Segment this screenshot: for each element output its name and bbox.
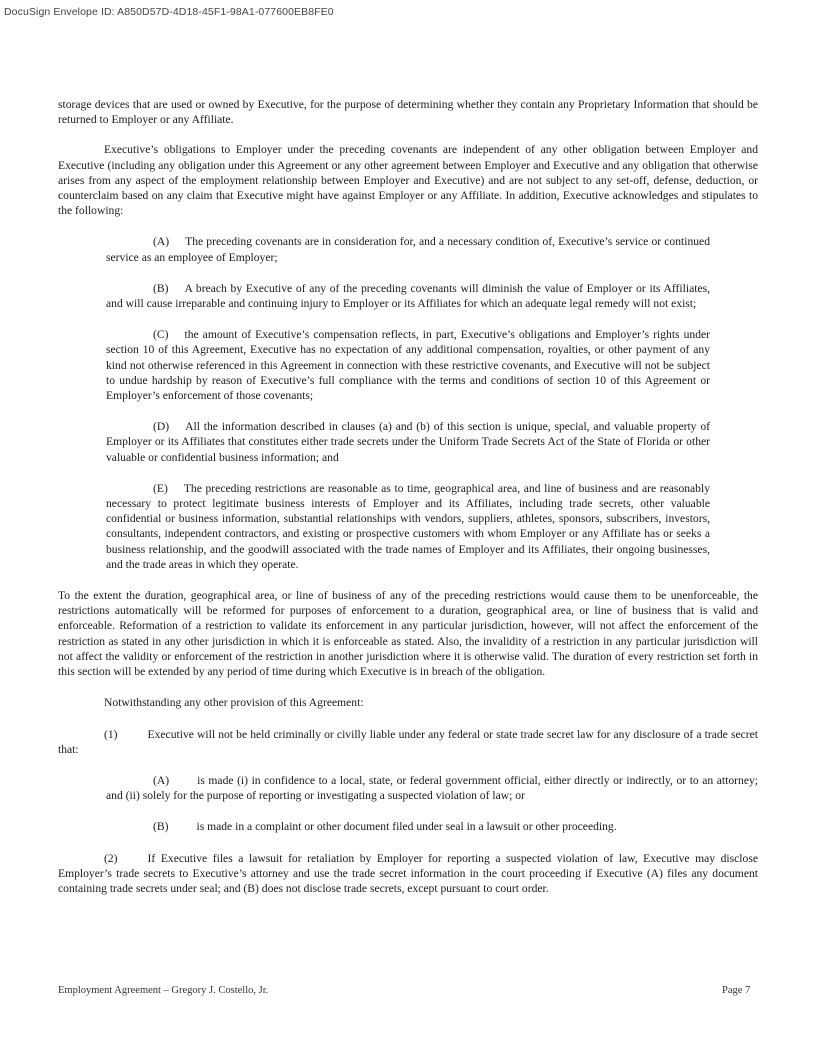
clause-b	[106, 281, 710, 311]
clause-b-label: (B)	[153, 281, 169, 295]
clause-1b-label: (B)	[153, 820, 169, 834]
document-body	[58, 97, 758, 896]
paragraph-storage-devices: storage devices that are used or owned by Executive, for the purpose of determining whether they contain any Proprietary Information that should be returned to Employer or any Affiliate.	[58, 98, 758, 127]
clause-d-text: All the information described in clauses (a) and (b) of this section is unique, special, and valuable property of Employer or its Affiliates that constitutes either trade secrets under the Uniform Trade Secrets Act of the State of Florida or other valuable or confidential business information; and	[106, 420, 710, 464]
clause-2-label: (2)	[104, 851, 118, 865]
clause-a	[106, 234, 710, 264]
clause-c-text: the amount of Executive’s compensation reflects, in part, Executive’s obligations and Employer’s rights under section 10 of this Agreement, Executive has no expectation of any additional compensation, royalties, or other payment of any kind not otherwise referenced in this Agreement in connection with these restrictive covenants, and Executive will not be subject to undue hardship by reason of Executive’s full compliance with the terms and conditions of section 10 of this Agreement or Employer’s enforcement of those covenants;	[106, 328, 710, 403]
clause-c-label: (C)	[153, 328, 169, 342]
footer-page-number: Page 7	[722, 985, 751, 996]
clause-1a	[106, 773, 758, 803]
footer-document-title: Employment Agreement – Gregory J. Costello, Jr.	[58, 985, 269, 996]
clause-2-text: If Executive files a lawsuit for retaliation by Employer for reporting a suspected violation of law, Executive may disclose Employer’s trade secrets to Executive’s attorney and use the trade secret information in the court proceeding if Executive (A) files any document containing trade secrets under seal; and (B) does not disclose trade secrets, except pursuant to court order.	[58, 851, 758, 895]
clause-e-label: (E)	[153, 481, 168, 495]
clause-1-text: Executive will not be held criminally or civilly liable under any federal or state trade secret law for any disclosure of a trade secret that:	[58, 727, 758, 756]
clause-1b	[106, 819, 758, 834]
clause-1b-text: is made in a complaint or other document filed under seal in a lawsuit or other proceeding.	[196, 820, 617, 834]
clause-1	[58, 727, 758, 757]
clause-b-text: A breach by Executive of any of the preceding covenants will diminish the value of Employer or its Affiliates, and will cause irreparable and continuing injury to Employer or its Affiliates for which an adequate legal remedy will not exist;	[106, 281, 710, 311]
paragraph-notwithstanding: Notwithstanding any other provision of this Agreement:	[104, 696, 364, 710]
paragraph-obligations: Executive’s obligations to Employer under the preceding covenants are independent of any other obligation between Employer and Executive (including any obligation under this Agreement or any other agreement between Employer and Executive and any obligation that otherwise arises from any aspect of the employment relationship between Employer and Executive) and are not subject to any set-off, defense, deduction, or counterclaim based on any claim that Executive might have against Employer or any Affiliate. In addition, Executive acknowledges and stipulates to the following:	[58, 143, 758, 218]
paragraph-reformation: To the extent the duration, geographical area, or line of business of any of the preceding restrictions would cause them to be unenforceable, the restrictions automatically will be reformed for purposes of enforcement to a duration, geographical area, or line of business that is valid and enforceable. Reformation of a restriction to validate its enforcement in any particular jurisdiction, however, will not affect the enforcement of the restriction as stated in any other jurisdiction in which it is enforceable as stated. Also, the invalidity of a restriction in any particular jurisdiction will not affect the validity or enforcement of the restriction in another jurisdiction where it is otherwise valid. The duration of every restriction set forth in this section will be extended by any period of time during which Executive is in breach of the obligation.	[58, 589, 758, 679]
clause-2	[58, 851, 758, 897]
clause-a-label: (A)	[153, 235, 170, 249]
docusign-envelope-id: DocuSign Envelope ID: A850D57D-4D18-45F1-98A1-077600EB8FE0	[4, 6, 334, 18]
clause-1-label: (1)	[104, 727, 118, 741]
clause-e-text: The preceding restrictions are reasonable as to time, geographical area, and line of business and are reasonably necessary to protect legitimate business interests of Employer and its Affiliates, including trade secrets, other valuable confidential or business information, substantial relationships with vendors, suppliers, athletes, sponsors, subscribers, investors, consultants, independent contractors, and existing or prospective customers with whom Employer or any Affiliate has or seeks a business relationship, and the goodwill associated with the trade names of Employer and its Affiliates, their ongoing businesses, and the trade areas in which they operate.	[106, 481, 710, 571]
clause-1a-label: (A)	[153, 773, 170, 787]
clause-e	[106, 481, 710, 572]
clause-1a-text: is made (i) in confidence to a local, state, or federal government official, either directly or indirectly, or to an attorney; and (ii) solely for the purpose of reporting or investigating a suspected violation of law; or	[106, 773, 758, 803]
clause-c	[106, 327, 710, 403]
clause-d-label: (D)	[153, 420, 170, 434]
clause-a-text: The preceding covenants are in consideration for, and a necessary condition of, Executive’s service or continued service as an employee of Employer;	[106, 235, 710, 264]
clause-d	[106, 419, 710, 465]
